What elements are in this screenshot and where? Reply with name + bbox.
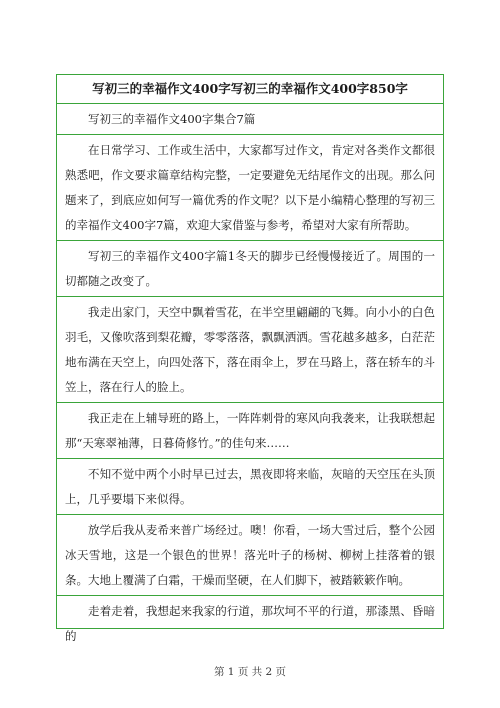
body-paragraph-2: 我走出家门，天空中飘着雪花，在半空里翩翩的飞舞。向小小的白色羽毛，又像吹落到梨花瓣，零零落落，飘飘洒洒。雪花越多越多，白茫茫地布满在天空上，向四处落下，落在雨伞上，罗在马路上，落在轿车的斗笠上，落在行人的脸上。: [57, 297, 443, 403]
body-paragraph-3: 我正走在上辅导班的路上，一阵阵刺骨的寒风向我袭来，让我联想起那“天寒翠袖薄，日暮倚修竹。”的佳句来……: [57, 403, 443, 459]
page-footer: 第 1 页 共 2 页: [213, 666, 287, 678]
document-table: [56, 74, 444, 643]
body-paragraph-5: 放学后我从麦希来普广场经过。噢！你看，一场大雪过后，整个公园冰天雪地，这是一个银色的世界！落光叶子的杨树、柳树上挂落着的银条。大地上覆满了白霜，干燥而坚硬，在人们脚下，被踏簌簌作响。: [57, 515, 443, 596]
body-paragraph-6: 走着走着，我想起来我家的行道，那坎坷不平的行道，那漆黑、昏暗的: [65, 604, 435, 643]
intro-paragraph: 在日常学习、工作或生活中，大家都写过作文，肯定对各类作文都很熟悉吧，作文要求篇章结构完整，一定要避免无结尾作文的出现。那么问题来了，到底应如何写一篇优秀的作文呢？以下是小编精心整理的写初三的幸福作文400字7篇，欢迎大家借鉴与参考，希望对大家有所帮助。: [57, 135, 443, 241]
document-title: 写初三的幸福作文400字写初三的幸福作文400字850字: [57, 75, 443, 104]
body-paragraph-1: 写初三的幸福作文400字篇1冬天的脚步已经慢慢接近了。周围的一切都随之改变了。: [57, 241, 443, 297]
subtitle-paragraph: 写初三的幸福作文400字集合7篇: [57, 104, 443, 135]
body-paragraph-4: 不知不觉中两个小时早已过去，黑夜即将来临，灰暗的天空压在头顶上，几乎要塌下来似得。: [57, 459, 443, 515]
